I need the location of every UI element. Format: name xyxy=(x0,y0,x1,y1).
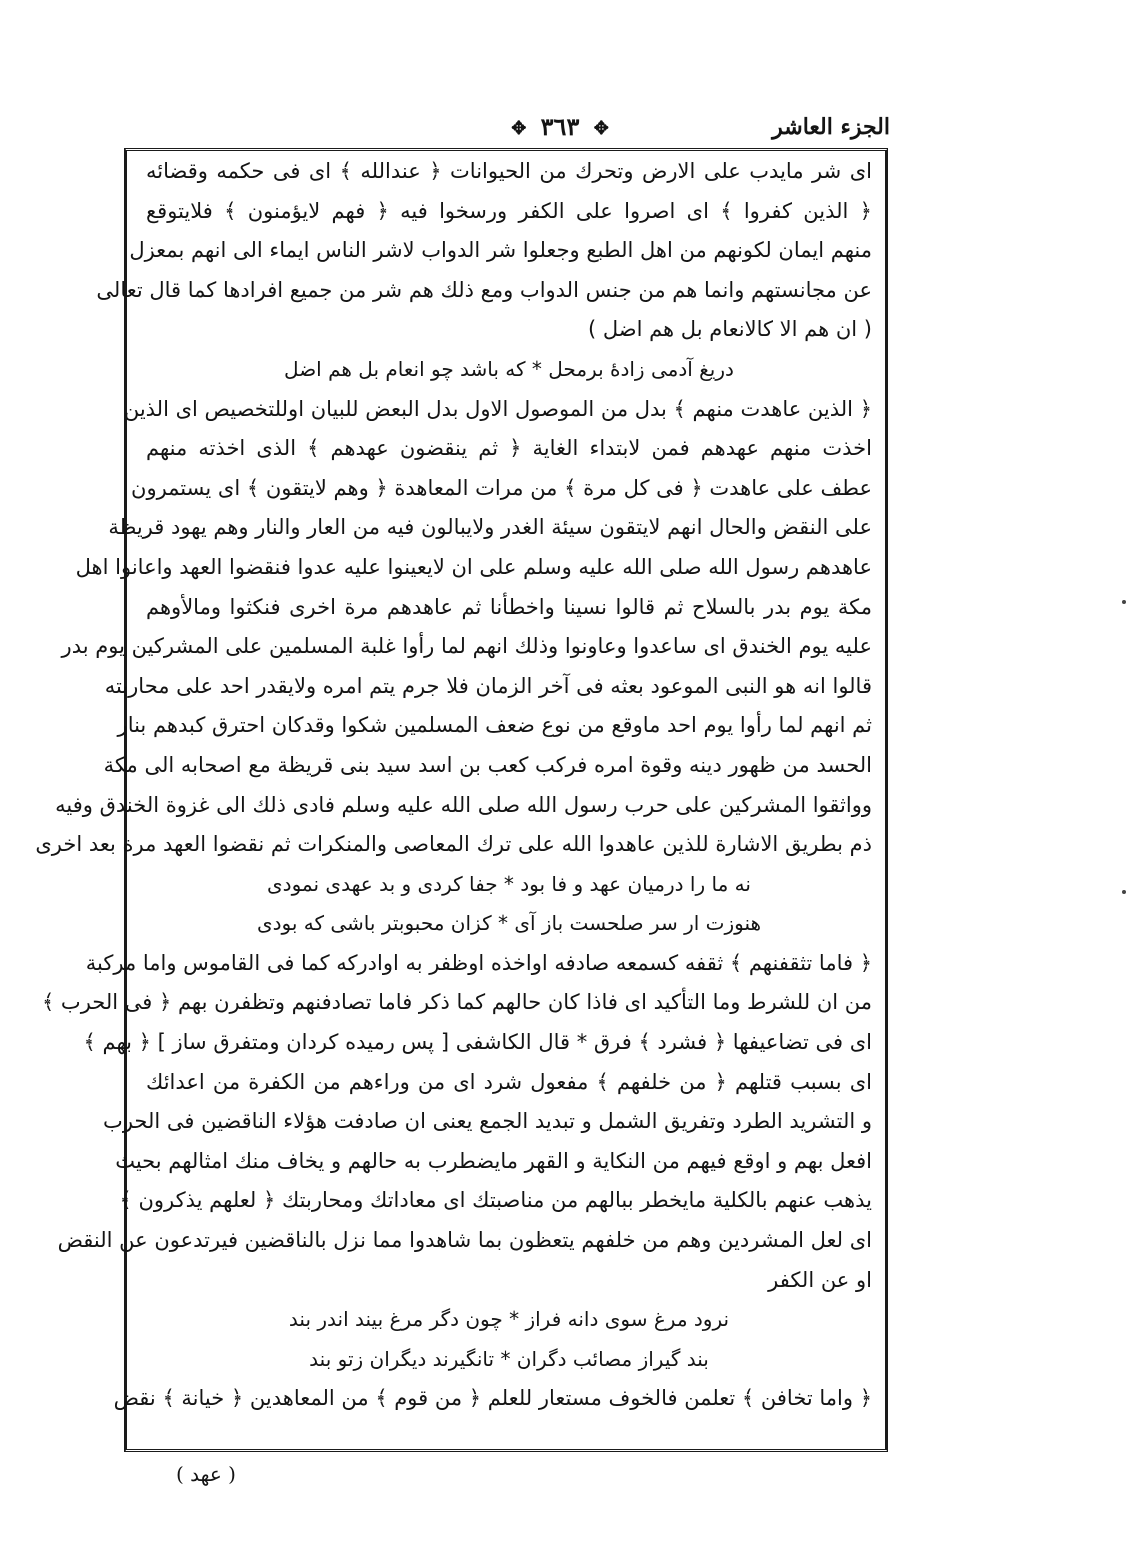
text-line: و التشريد الطرد وتفريق الشمل و تبديد الجمع يعنى ان صادفت هؤلاء الناقضين فى الحرب xyxy=(103,1109,872,1134)
text-line: مكة يوم بدر بالسلاح ثم قالوا نسينا واخطأنا ثم عاهدهم مرة اخرى فنكثوا ومالأوهم xyxy=(146,594,872,619)
text-line: عاهدهم رسول الله صلى الله عليه وسلم على ان لايعينوا عليه عدوا فنقضوا العهد واعانوا اهل xyxy=(75,554,872,579)
text-line: اى لعل المشردين وهم من خلفهم يتعظون بما شاهدوا مما نزل بالناقضين فيرتدعون عن النقض xyxy=(57,1228,872,1253)
text-line: او عن الكفر xyxy=(768,1267,872,1292)
edge-speck xyxy=(1122,890,1126,894)
main-text xyxy=(35,152,872,1419)
page-number-group xyxy=(450,112,670,141)
text-line: عن مجانستهم وانما هم من جنس الدواب ومع ذلك هم شر من جميع افرادها كما قال تعالى xyxy=(96,277,872,302)
text-line: افعل بهم و اوقع فيهم من النكاية و القهر مايضطرب به حالهم و يخاف منك امثالهم بحيث xyxy=(115,1148,872,1173)
catchword: ( عهد ) xyxy=(176,1462,236,1486)
text-line: وواثقوا المشركين على حرب رسول الله صلى الله عليه وسلم فادى ذلك الى غزوة الخندق وفيه xyxy=(55,792,872,817)
text-line: ﴿ الذين عاهدت منهم ﴾ بدل من الموصول الاول بدل البعض للبيان اوللتخصيص اى الذين xyxy=(123,396,872,421)
ornament-left-icon: ✥ xyxy=(511,118,527,139)
text-line: عليه يوم الخندق اى ساعدوا وعاونوا وذلك انهم لما رأوا غلبة المسلمين على المشركين يوم بدر xyxy=(61,634,872,659)
text-line: ذم بطريق الاشارة للذين عاهدوا الله على ترك المعاصى والمنكرات ثم نقضوا العهد مرة بعد اخرى xyxy=(35,832,872,857)
text-line: ثم انهم لما رأوا يوم احد ماوقع من نوع ضعف المسلمين شكوا وقدكان احترق كبدهم بنار xyxy=(117,713,872,738)
running-title: الجزء العاشر xyxy=(772,114,890,140)
text-line: من ان للشرط وما التأكيد اى فاذا كان حالهم كما ذكر فاما تصادفنهم وتظفرن بهم ﴿ فى الحرب ﴾ xyxy=(41,990,872,1015)
verse-line: دريغ آدمى زادهٔ برمحل * كه باشد چو انعام بل هم اضل xyxy=(284,356,734,381)
text-line: الحسد من ظهور دينه وقوة امره فركب كعب بن اسد سيد بنى قريظة مع اصحابه الى مكة xyxy=(103,752,872,777)
text-line: ﴿ واما تخافن ﴾ تعلمن فالخوف مستعار للعلم ﴿ من قوم ﴾ من المعاهدين ﴿ خيانة ﴾ نقض xyxy=(113,1386,872,1411)
text-line: منهم ايمان لكونهم من اهل الطبع وجعلوا شر الدواب لاشر الناس ايماء الى انهم بمعزل xyxy=(129,238,872,263)
text-line: اى بسبب قتلهم ﴿ من خلفهم ﴾ مفعول شرد اى من وراءهم من الكفرة من اعدائك xyxy=(146,1069,872,1094)
text-line: يذهب عنهم بالكلية مايخطر ببالهم من مناصبتك اى معاداتك ومحاربتك ﴿ لعلهم يذكرون ﴾ xyxy=(119,1188,872,1213)
verse-line: بند گيراز مصائب دگران * تانگيرند ديگران زتو بند xyxy=(309,1346,709,1371)
verse-line: نرود مرغ سوى دانه فراز * چون دگر مرغ بيند اندر بند xyxy=(288,1307,730,1332)
text-line: ﴿ فاما تثقفنهم ﴾ ثقفه كسمعه صادفه اواخذه اوظفر به اوادركه كما فى القاموس واما مركبة xyxy=(85,950,872,975)
text-line: على النقض والحال انهم لايتقون سيئة الغدر ولايبالون فيه من العار والنار وهم يهود قريظة xyxy=(108,515,872,540)
text-line: ( ان هم الا كالانعام بل هم اضل ) xyxy=(587,317,872,342)
ornament-right-icon: ✥ xyxy=(593,118,609,139)
edge-speck xyxy=(1122,600,1126,604)
text-line: اى فى تضاعيفها ﴿ فشرد ﴾ فرق * قال الكاشفى [ پس رميده كردان ومتفرق ساز ] ﴿ بهم ﴾ xyxy=(83,1030,872,1055)
verse-line: نه ما را درميان عهد و فا بود * جفا كردى و بد عهدى نمودى xyxy=(267,871,751,896)
page-number: ٣٦٣ xyxy=(540,112,580,141)
text-line: قالوا انه هو النبى الموعود بعثه فى آخر الزمان فلا جرم يتم امره ولايقدر احد على محاربته xyxy=(104,673,872,698)
text-line: اى شر مايدب على الارض وتحرك من الحيوانات ﴿ عندالله ﴾ اى فى حكمه وقضائه xyxy=(146,159,872,183)
text-line: ﴿ الذين كفروا ﴾ اى اصروا على الكفر ورسخوا فيه ﴿ فهم لايؤمنون ﴾ فلايتوقع xyxy=(146,198,872,223)
text-line: عطف على عاهدت ﴿ فى كل مرة ﴾ من مرات المعاهدة ﴿ وهم لايتقون ﴾ اى يستمرون xyxy=(131,475,872,500)
verse-line: هنوزت ار سر صلحست باز آى * كزان محبوبتر باشى كه بودى xyxy=(256,911,762,936)
page-header xyxy=(120,108,890,148)
text-line: اخذت منهم عهدهم فمن لابتداء الغاية ﴿ ثم ينقضون عهدهم ﴾ الذى اخذته منهم xyxy=(146,436,872,461)
